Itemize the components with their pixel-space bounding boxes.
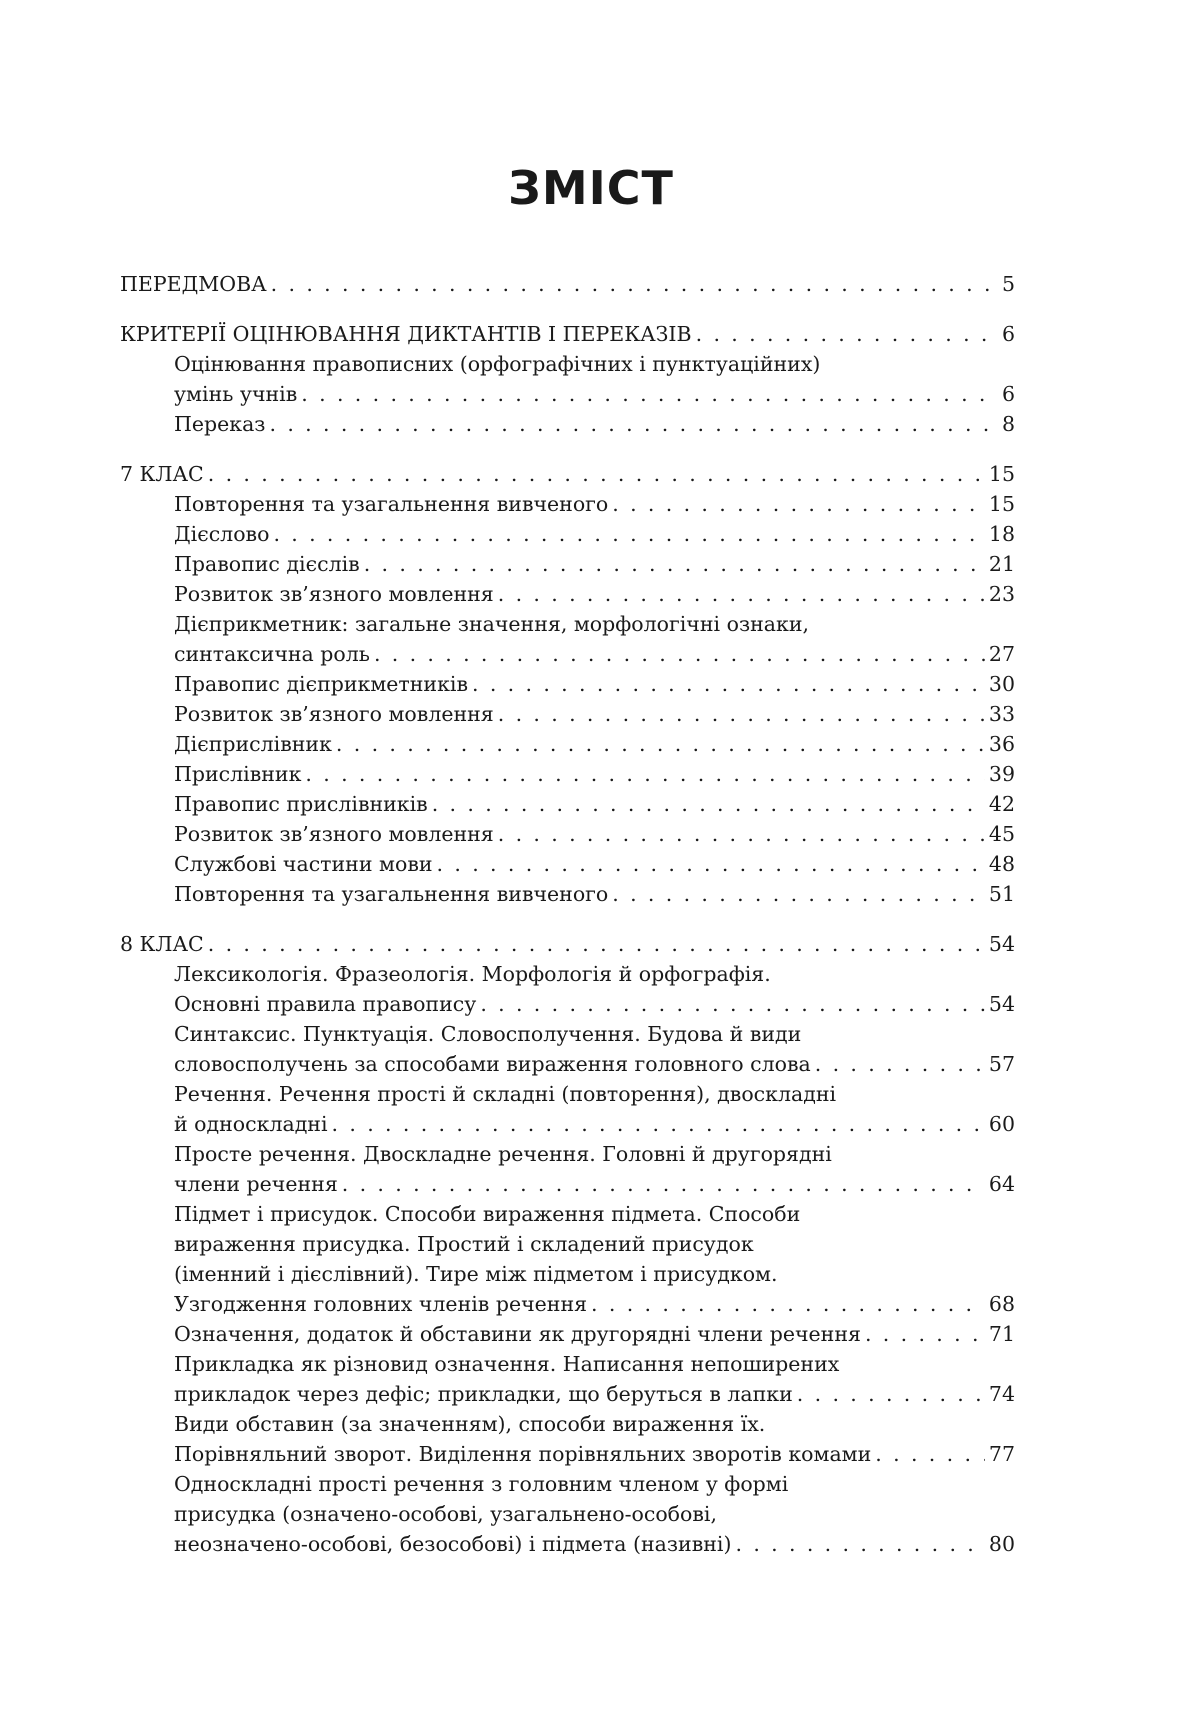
toc-item-row: [174, 819, 1015, 849]
toc-item-text: Узгодження головних членів речення: [174, 1292, 588, 1316]
dot-leader: [612, 879, 985, 909]
dot-leader: [273, 519, 984, 549]
dot-leader: [301, 379, 998, 409]
toc-item-text: Дієслово: [174, 522, 270, 546]
page-number: 5: [1001, 272, 1015, 296]
toc-item-text: Означення, додаток й обставини як другорядні члени речення: [174, 1322, 861, 1346]
toc-item-row: [174, 379, 1015, 409]
toc-item: [174, 669, 1015, 699]
dot-leader: [498, 699, 985, 729]
toc-item-row: [174, 789, 1015, 819]
toc-item-text: Повторення та узагальнення вивченого: [174, 492, 609, 516]
toc-item-text: неозначено-особові, безособові) і підмета (називні): [174, 1532, 732, 1556]
toc-item: [174, 489, 1015, 519]
dot-leader: [332, 1109, 985, 1139]
toc-item-row: [174, 519, 1015, 549]
toc-item: [174, 759, 1015, 789]
toc-item-text: Правопис прислівників: [174, 792, 428, 816]
toc-item-text: Розвиток зв’язного мовлення: [174, 822, 494, 846]
toc-section: [120, 929, 1015, 959]
toc-item: [174, 1319, 1015, 1349]
toc-item-row: [174, 1439, 1015, 1469]
toc-item: [174, 609, 1015, 669]
page-number: 54: [988, 992, 1015, 1016]
dot-leader: [269, 409, 997, 439]
page-number: 6: [1001, 322, 1015, 346]
dot-leader: [696, 319, 998, 349]
toc-item-text: 8 КЛАС: [120, 932, 204, 956]
toc-item: [174, 729, 1015, 759]
toc-item-text: прикладок через дефіс; прикладки, що беруться в лапки: [174, 1382, 793, 1406]
toc-item-text: Основні правила правопису: [174, 992, 477, 1016]
page-number: 15: [988, 462, 1015, 486]
toc-item: [174, 1199, 1015, 1319]
toc-section: [120, 459, 1015, 489]
dot-leader: [364, 549, 985, 579]
page-number: 54: [988, 932, 1015, 956]
toc-item: [174, 1469, 1015, 1559]
table-of-contents: [120, 269, 1015, 1559]
page-number: 15: [988, 492, 1015, 516]
dot-leader: [208, 459, 985, 489]
toc-item: [174, 1409, 1015, 1469]
toc-section: [120, 319, 1015, 349]
toc-item-text: Просте речення. Двоскладне речення. Головні й другорядні: [174, 1142, 832, 1166]
toc-item-text: 7 КЛАС: [120, 462, 204, 486]
toc-item-row: [174, 489, 1015, 519]
toc-item: [174, 349, 1015, 409]
dot-leader: [432, 789, 985, 819]
toc-item-text: Прикладка як різновид означення. Написання непоширених: [174, 1352, 840, 1376]
toc-item-text: Порівняльний зворот. Виділення порівняльних зворотів комами: [174, 1442, 872, 1466]
toc-item-text: Синтаксис. Пунктуація. Словосполучення. Будова й види: [174, 1022, 802, 1046]
page-number: 21: [988, 552, 1015, 576]
dot-leader: [815, 1049, 985, 1079]
dot-leader: [437, 849, 985, 879]
toc-item: [174, 549, 1015, 579]
toc-item: [174, 849, 1015, 879]
toc-item: [174, 519, 1015, 549]
toc-item-text: члени речення: [174, 1172, 338, 1196]
toc-item-row: [120, 459, 1015, 489]
toc-item-text: Переказ: [174, 412, 266, 436]
page-number: 36: [988, 732, 1015, 756]
toc-item-text: КРИТЕРІЇ ОЦІНЮВАННЯ ДИКТАНТІВ І ПЕРЕКАЗІВ: [120, 322, 692, 346]
toc-item-row: [174, 1379, 1015, 1409]
page-title: ЗМІСТ: [508, 161, 674, 215]
dot-leader: [305, 759, 985, 789]
page-number: 77: [988, 1442, 1015, 1466]
toc-item-text: Види обставин (за значенням), способи вираження їх.: [174, 1412, 766, 1436]
toc-item-text: Підмет і присудок. Способи вираження підмета. Способи: [174, 1202, 801, 1226]
toc-item-row: [174, 1049, 1015, 1079]
toc-item: [174, 409, 1015, 439]
dot-leader: [865, 1319, 985, 1349]
toc-item-row: [174, 1109, 1015, 1139]
toc-item-row: [174, 549, 1015, 579]
toc-item-text: вираження присудка. Простий і складений присудок: [174, 1232, 754, 1256]
dot-leader: [374, 639, 985, 669]
toc-item: [174, 1079, 1015, 1139]
toc-item-text: Речення. Речення прості й складні (повторення), двоскладні: [174, 1082, 837, 1106]
toc-item-text: Повторення та узагальнення вивченого: [174, 882, 609, 906]
toc-item-row: [174, 1169, 1015, 1199]
toc-item-text: синтаксична роль: [174, 642, 370, 666]
toc-item: [174, 819, 1015, 849]
page-number: 71: [988, 1322, 1015, 1346]
toc-item: [174, 699, 1015, 729]
page-number: 45: [988, 822, 1015, 846]
page-number: 18: [988, 522, 1015, 546]
toc-item-text: Службові частини мови: [174, 852, 433, 876]
toc-item: [174, 789, 1015, 819]
toc-item-text: Лексикологія. Фразеологія. Морфологія й орфографія.: [174, 962, 771, 986]
toc-item-row: [174, 989, 1015, 1019]
dot-leader: [498, 579, 985, 609]
toc-item: [174, 1019, 1015, 1079]
toc-item-text: ПЕРЕДМОВА: [120, 272, 267, 296]
toc-item-text: й односкладні: [174, 1112, 328, 1136]
toc-section: [120, 269, 1015, 299]
page-number: 6: [1001, 382, 1015, 406]
dot-leader: [472, 669, 985, 699]
page-number: 51: [988, 882, 1015, 906]
toc-item-text: умінь учнів: [174, 382, 298, 406]
toc-item: [174, 1139, 1015, 1199]
page-number: 60: [988, 1112, 1015, 1136]
page-number: 80: [988, 1532, 1015, 1556]
toc-item-text: Оцінювання правописних (орфографічних і пунктуаційних): [174, 352, 821, 376]
dot-leader: [591, 1289, 985, 1319]
toc-item-text: Розвиток зв’язного мовлення: [174, 702, 494, 726]
page-number: 39: [988, 762, 1015, 786]
toc-item-text: Односкладні прості речення з головним членом у формі: [174, 1472, 789, 1496]
dot-leader: [271, 269, 998, 299]
page-number: 23: [988, 582, 1015, 606]
page-number: 8: [1001, 412, 1015, 436]
toc-item-row: [120, 269, 1015, 299]
toc-item-row: [120, 929, 1015, 959]
toc-item: [174, 879, 1015, 909]
dot-leader: [208, 929, 985, 959]
dot-leader: [336, 729, 985, 759]
dot-leader: [735, 1529, 984, 1559]
toc-item-text: (іменний і дієслівний). Тире між підметом і присудком.: [174, 1262, 778, 1286]
toc-item-text: Дієприкметник: загальне значення, морфологічні ознаки,: [174, 612, 809, 636]
dot-leader: [342, 1169, 985, 1199]
page-number: 27: [988, 642, 1015, 666]
toc-item-row: [174, 1319, 1015, 1349]
toc-item: [174, 1349, 1015, 1409]
toc-item-row: [174, 699, 1015, 729]
toc-item-text: Правопис дієприкметників: [174, 672, 469, 696]
toc-item-text: словосполучень за способами вираження головного слова: [174, 1052, 811, 1076]
page-number: 74: [988, 1382, 1015, 1406]
dot-leader: [480, 989, 985, 1019]
dot-leader: [797, 1379, 985, 1409]
toc-item-row: [174, 669, 1015, 699]
dot-leader: [612, 489, 985, 519]
dot-leader: [498, 819, 985, 849]
page-number: 33: [988, 702, 1015, 726]
page-number: 30: [988, 672, 1015, 696]
toc-item-text: присудка (означено-особові, узагальнено-особові,: [174, 1502, 717, 1526]
toc-item-row: [174, 639, 1015, 669]
toc-item-text: Дієприслівник: [174, 732, 332, 756]
toc-item: [174, 959, 1015, 1019]
page-number: 57: [988, 1052, 1015, 1076]
page-number: 48: [988, 852, 1015, 876]
dot-leader: [875, 1439, 985, 1469]
toc-item-row: [174, 729, 1015, 759]
toc-item-row: [174, 879, 1015, 909]
toc-item: [174, 579, 1015, 609]
toc-item-text: Прислівник: [174, 762, 302, 786]
toc-item-row: [174, 1529, 1015, 1559]
page-number: 64: [988, 1172, 1015, 1196]
toc-item-text: Розвиток зв’язного мовлення: [174, 582, 494, 606]
page-number: 42: [988, 792, 1015, 816]
toc-item-row: [174, 849, 1015, 879]
toc-item-row: [174, 409, 1015, 439]
toc-item-text: Правопис дієслів: [174, 552, 360, 576]
toc-item-row: [174, 579, 1015, 609]
toc-item-row: [120, 319, 1015, 349]
toc-item-row: [174, 759, 1015, 789]
page-number: 68: [988, 1292, 1015, 1316]
toc-item-row: [174, 1289, 1015, 1319]
